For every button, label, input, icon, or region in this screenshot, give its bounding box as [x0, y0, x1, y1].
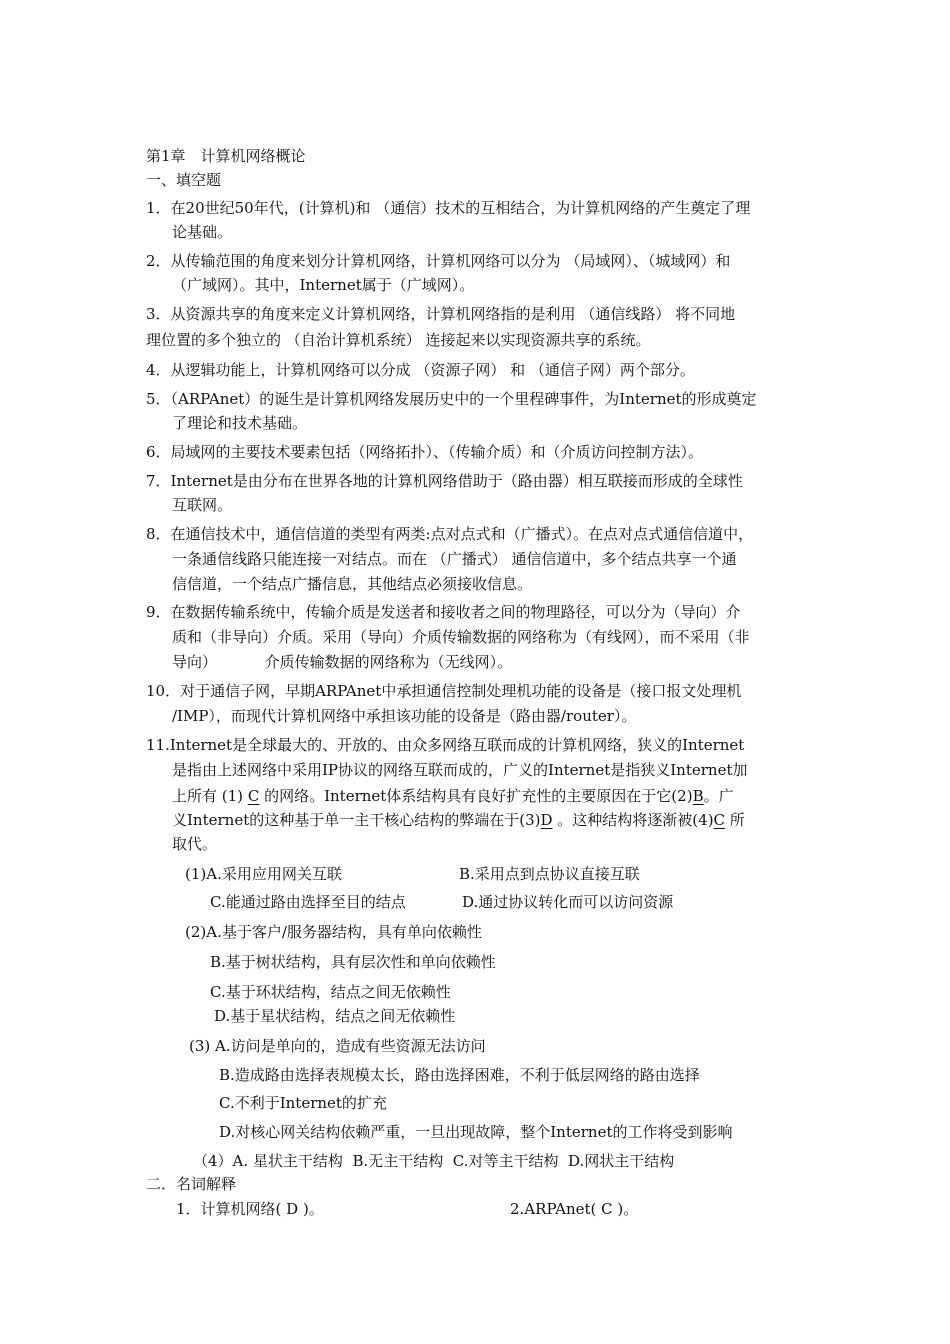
answer-blank-2: B	[692, 787, 704, 805]
option-2b: B.基于树状结构，具有层次性和单向依赖性	[210, 953, 496, 971]
question-3-line-1: 3．从资源共享的角度来定义计算机网络，计算机网络指的是利用 （通信线路） 将不同地	[146, 305, 736, 323]
section-heading-terms: 二．名词解释	[146, 1175, 237, 1193]
question-11-line-4	[172, 810, 745, 830]
option-2c: C.基于环状结构，结点之间无依赖性	[210, 983, 451, 1001]
question-11-text: 所	[725, 811, 745, 829]
option-3d: D.对核心网关结构依赖严重，一旦出现故障，整个Internet的工作将受到影响	[219, 1123, 733, 1141]
question-2-line-2: （广域网）。其中，Internet属于（广域网）。	[172, 276, 475, 294]
question-1-line-2: 论基础。	[172, 223, 233, 241]
option-1c: C.能通过路由选择至目的结点	[210, 893, 406, 911]
option-1a: (1)A.采用应用网关互联	[185, 865, 342, 883]
question-1-line-1: 1．在20世纪50年代，(计算机)和 （通信）技术的互相结合，为计算机网络的产生奠定了理	[146, 199, 751, 217]
question-3-line-2: 理位置的多个独立的 （自治计算机系统） 连接起来以实现资源共享的系统。	[146, 331, 651, 349]
question-5-line-1: 5．（ARPAnet）的诞生是计算机网络发展历史中的一个里程碑事件，为Internet的形成奠定	[146, 390, 757, 408]
answer-blank-1: C	[247, 787, 260, 805]
question-9-line-1: 9．在数据传输系统中，传输介质是发送者和接收者之间的物理路径，可以分为（导向）介	[146, 603, 741, 621]
question-5-line-2: 了理论和技术基础。	[172, 414, 308, 432]
question-11-text: 。这种结构将逐渐被(4)	[557, 811, 714, 829]
question-8-line-3: 信信道，一个结点广播信息，其他结点必须接收信息。	[172, 575, 533, 593]
question-11-text: 。广	[703, 787, 734, 805]
question-9-line-3: 导向） 介质传输数据的网络称为（无线网）。	[172, 653, 513, 671]
option-3b: B.造成路由选择表规模太长，路由选择困难，不利于低层网络的路由选择	[219, 1066, 700, 1084]
option-2a: (2)A.基于客户/服务器结构，具有单向依赖性	[185, 923, 482, 941]
question-7-line-1: 7．Internet是由分布在世界各地的计算机网络借助于（路由器）相互联接而形成的全球性	[146, 472, 743, 490]
question-2-line-1: 2．从传输范围的角度来划分计算机网络，计算机网络可以分为 （局域网）、（城域网）和	[146, 252, 731, 270]
question-11-line-5: 取代。	[172, 835, 218, 853]
question-11-text: 上所有 (1)	[172, 787, 244, 805]
answer-blank-3: D	[540, 811, 553, 829]
option-1b: B.采用点到点协议直接互联	[459, 865, 640, 883]
question-11-line-3	[172, 786, 734, 806]
question-10-line-1: 10．对于通信子网，早期ARPAnet中承担通信控制处理机功能的设备是（接口报文处理机	[146, 682, 742, 700]
option-3a: (3) A.访问是单向的，造成有些资源无法访问	[189, 1037, 486, 1055]
option-2d: D.基于星状结构，结点之间无依赖性	[214, 1007, 456, 1025]
option-3c: C.不利于Internet的扩充	[219, 1094, 387, 1112]
section-heading-fill-in: 一、填空题	[146, 171, 222, 189]
question-7-line-2: 互联网。	[172, 496, 233, 514]
chapter-title: 第1章 计算机网络概论	[146, 147, 306, 165]
question-8-line-1: 8．在通信技术中，通信信道的类型有两类:点对点式和（广播式）。在点对点式通信信道中，	[146, 525, 754, 543]
question-8-line-2: 一条通信线路只能连接一对结点。而在 （广播式） 通信信道中，多个结点共享一个通	[172, 550, 737, 568]
question-11-text: 义Internet的这种基于单一主干核心结构的弊端在于(3)	[172, 811, 541, 829]
question-11-line-1: 11.Internet是全球最大的、开放的、由众多网络互联而成的计算机网络，狭义的Internet	[146, 736, 745, 754]
term-1: 1．计算机网络( D )。	[176, 1200, 324, 1218]
question-6-line-1: 6．局域网的主要技术要素包括（网络拓扑）、（传输介质）和（介质访问控制方法）。	[146, 443, 704, 461]
option-1d: D.通过协议转化而可以访问资源	[462, 893, 674, 911]
question-4-line-1: 4．从逻辑功能上，计算机网络可以分成 （资源子网） 和 （通信子网）两个部分。	[146, 361, 695, 379]
question-9-line-2: 质和（非导向）介质。采用（导向）介质传输数据的网络称为（有线网），而不采用（非	[172, 628, 750, 646]
term-2: 2.ARPAnet( C )。	[510, 1200, 639, 1218]
question-10-line-2: /IMP），而现代计算机网络中承担该功能的设备是（路由器/router）。	[172, 707, 637, 725]
option-4-row: （4）A. 星状主干结构 B.无主干结构 C.对等主干结构 D.网状主干结构	[193, 1152, 675, 1170]
answer-blank-4: C	[713, 811, 726, 829]
question-11-text: 的网络。Internet体系结构具有良好扩充性的主要原因在于它(2)	[264, 787, 693, 805]
question-11-line-2: 是指由上述网络中采用IP协议的网络互联而成的，广义的Internet是指狭义Internet加	[172, 761, 748, 779]
